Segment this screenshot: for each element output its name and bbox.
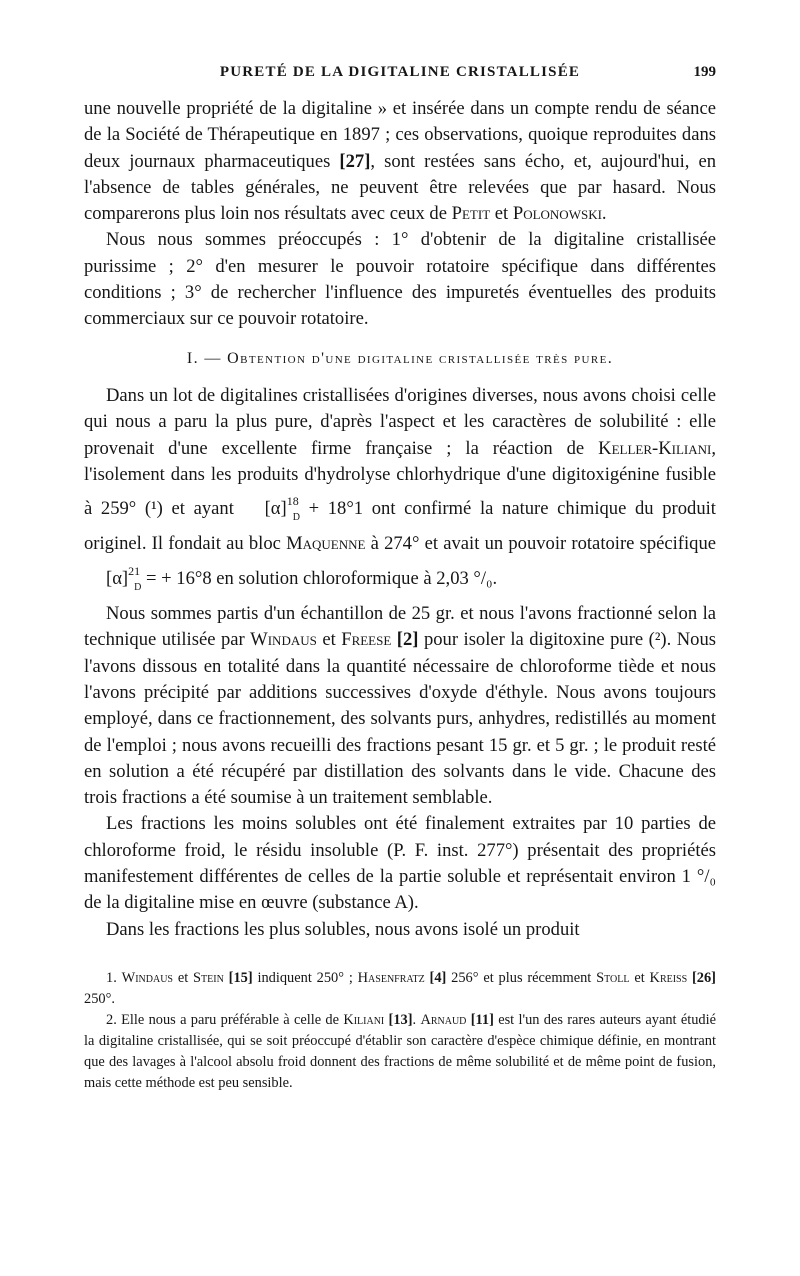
footnote-number: 1. [106, 970, 122, 986]
author-name: Keller-Kiliani [598, 437, 712, 459]
footnotes [84, 968, 716, 1095]
text-run: ont confirmé la nature chimique du produit originel. Il fondait au bloc [84, 498, 716, 555]
text-run: , sont restées sans écho, et, aujourd'hui, en l'absence de tables générales, ne peuvent être relevées que par hasard. Nous comparerons plus loin nos résultats avec ceux de [84, 150, 717, 225]
footnote-number: 2. [106, 1012, 122, 1029]
footnote-2 [84, 1010, 716, 1094]
rotation-value: = + 16°8 [141, 567, 212, 589]
text-run: pour isoler la digitoxine pure [418, 629, 649, 651]
reference: [4] [424, 970, 447, 986]
rotation-value: + 18°1 [299, 498, 364, 520]
text-run: Nous sommes partis d'un échantillon de 25 gr. et nous l'avons fractionné selon la technique utilisée par [84, 603, 716, 651]
text-run: . Nous l'avons dissous en totalité dans la quantité nécessaire de chloroforme tiède et nous l'avons précipité par additions successives d'oxyde d'éthyle. Nous avons toujours employé, dans ce fractionnement, des solvants purs, anhydres, redistillés au moment de l'emploi ; nous avons recueilli des fractions pesant 15 gr. et 5 gr. ; le produit resté en solution a été récupéré par distillation des solvants dans le vide. Chacune des trois fractions a été soumise à un traitement semblable. [84, 629, 716, 809]
text-run: Dans un lot de digitalines cristallisées d'origines diverses, nous avons choisi celle qui nous a paru la plus pure, d'après l'aspect et les caractères de solubilité : elle provenait d'une excellente firme française ; la réaction de [84, 384, 716, 459]
text-run: en solution chloroformique à 2,03 °/₀. [211, 567, 498, 589]
footnote-marker: (²) [648, 629, 667, 651]
text-run: 256° et plus récemment [446, 970, 597, 986]
specific-rotation-symbol: $[\alpha]^{21}_D$ [106, 563, 142, 593]
paragraph-4 [84, 601, 716, 811]
text-run: une nouvelle propriété de la digitaline » et insérée dans un compte rendu de séance de la Société de Thérapeutique en 1897 ; ces observations, quoique reproduites dans deux journaux pharmaceutiques [84, 98, 716, 172]
text-run: à 274° et avait un pouvoir rotatoire spécifique [365, 533, 716, 555]
author-name: Stein [193, 970, 224, 986]
paragraph-5: Les fractions les moins solubles ont été finalement extraites par 10 parties de chloroforme froid, le résidu insoluble (P. F. inst. 277°) présentait des propriétés manifestement différentes de celles de la partie soluble et représentait environ 1 °/₀ de la digitaline mise en œuvre (substance A). [84, 813, 716, 914]
author-name: Windaus [121, 970, 173, 986]
paragraph-3 [84, 383, 716, 601]
text-run: et [629, 970, 650, 986]
author-name: Kreiss [649, 970, 688, 986]
page-number: 199 [693, 64, 716, 80]
body-text [84, 96, 716, 943]
section-title: I. — Obtention d'une digitaline cristallisée très pure. [186, 349, 614, 367]
text-run: et [316, 629, 342, 651]
specific-rotation-symbol: $[\alpha]^{18}_D$ [264, 494, 300, 524]
author-name: Maquenne [286, 533, 366, 555]
text-run: . [601, 203, 607, 225]
author-name: Freese [341, 629, 392, 651]
footnote-marker: (¹) [144, 498, 163, 520]
author-name: Stoll [596, 970, 630, 986]
reference: [2] [391, 629, 419, 651]
paragraph-2: Nous nous sommes préoccupés : 1° d'obtenir de la digitaline cristallisée purissime ; 2° d'en mesurer le pouvoir rotatoire spécifique dans différentes conditions ; 3° de rechercher l'influence des impuretés éventuelles des produits commerciaux sur ce pouvoir rotatoire. [84, 229, 716, 330]
reference: [15] [223, 970, 253, 986]
text-run: 250°. [84, 991, 115, 1008]
paragraph-1 [84, 96, 716, 227]
text-run: et ayant [162, 498, 243, 520]
paragraph-6: Dans les fractions les plus solubles, nous avons isolé un produit [106, 918, 580, 940]
author-name: Polonowski [512, 203, 602, 225]
text-run: . [412, 1012, 421, 1029]
text-run: indiquent 250° ; [252, 970, 358, 986]
rotation-line: D [134, 581, 142, 593]
author-name: Petit [451, 203, 491, 225]
text-run: est l'un des rares auteurs ayant étudié la digitaline cristallisée, qui se soit préoccupé d'établir son caractère d'espèce chimique définie, en montrant que des lavages à l'alcool absolu froid donnent des fractions de même solubilité et de même point de fusion, mais cette méthode est peu sensible. [84, 1012, 717, 1092]
reference: [11] [466, 1012, 494, 1029]
author-name: Hasenfratz [357, 970, 425, 986]
rotation-temperature: 21 [128, 563, 141, 578]
footnote-1 [84, 968, 716, 1010]
text-run: et [490, 203, 513, 225]
reference: [13] [384, 1012, 413, 1029]
reference: [27] [339, 150, 371, 172]
page-header [84, 64, 716, 86]
author-name: Windaus [250, 629, 317, 651]
reference: [26] [687, 970, 716, 986]
running-head: PURETÉ DE LA DIGITALINE CRISTALLISÉE [219, 64, 581, 80]
rotation-temperature: 18 [286, 494, 299, 509]
rotation-line: D [292, 512, 300, 524]
text-run: et [173, 970, 194, 986]
author-name: Kiliani [343, 1012, 385, 1029]
text-run: , l'isolement dans les produits d'hydrolyse chlorhydrique d'une digitoxigénine fusible à 259° [84, 437, 716, 520]
author-name: Arnaud [420, 1012, 467, 1029]
text-run: Elle nous a paru préférable à celle de [121, 1012, 344, 1029]
